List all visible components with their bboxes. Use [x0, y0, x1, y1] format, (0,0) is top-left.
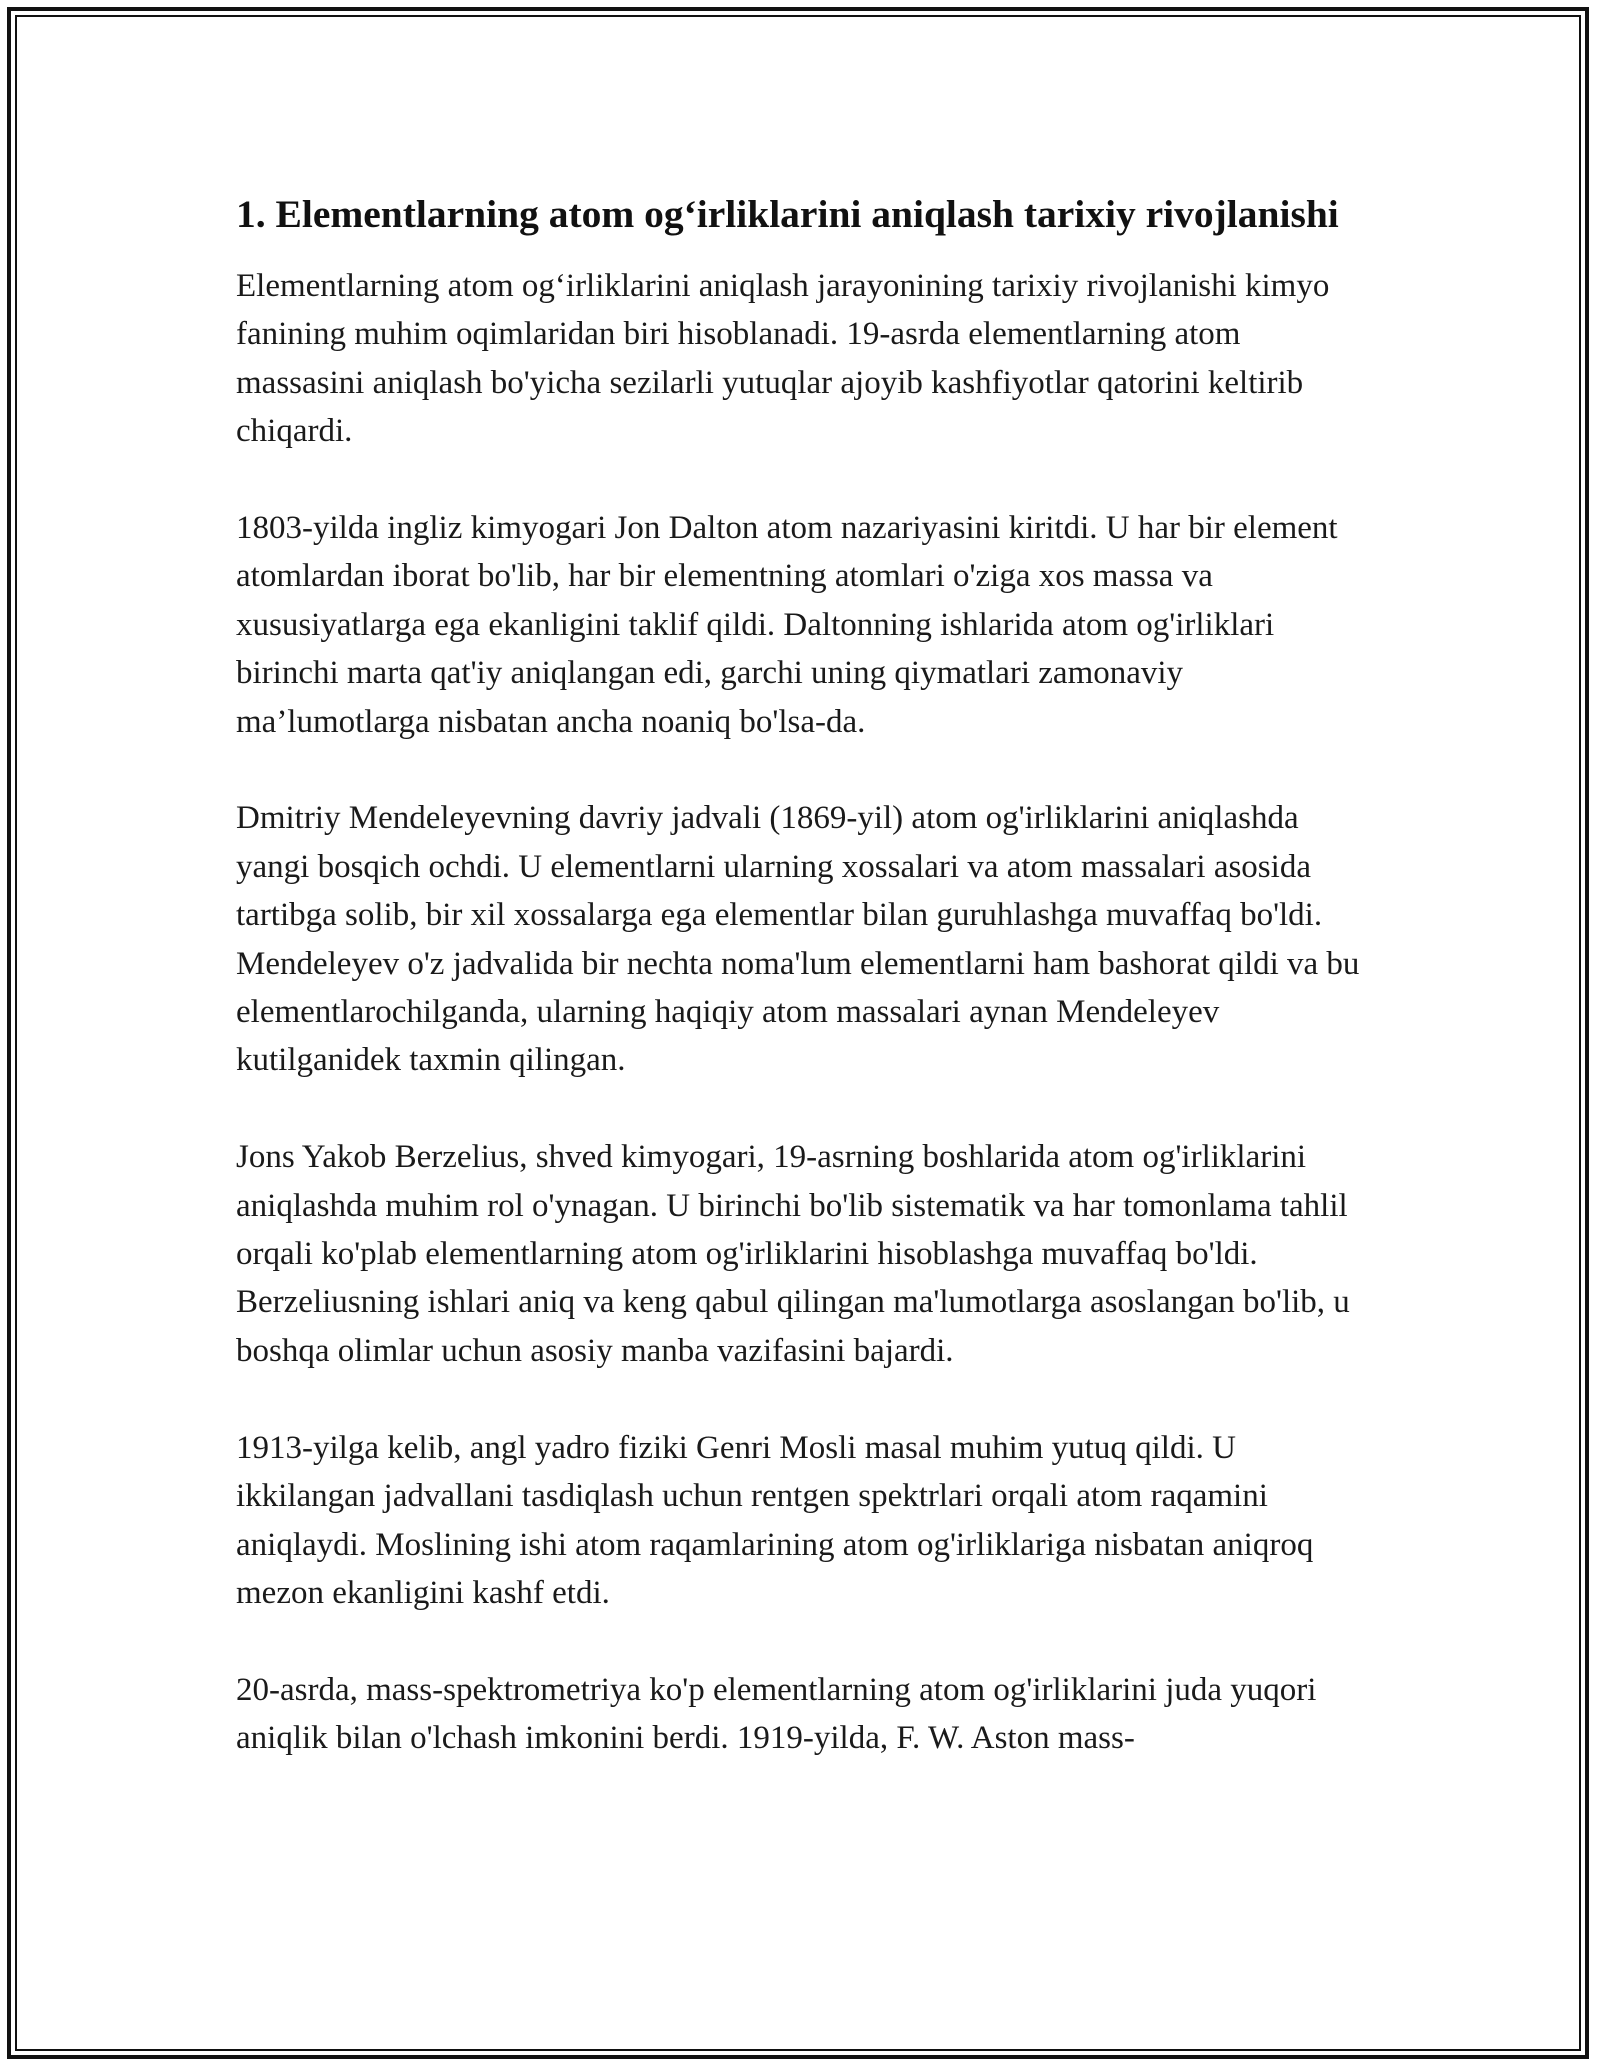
paragraph-mass-spectrometry: 20-asrda, mass-spektrometriya ko'p elementlarning atom og'irliklarini juda yuqori aniqlik bilan o'lchash imkonini berdi. 1919-yilda, F. W. Aston mass- [236, 1671, 1317, 1757]
document-body [236, 186, 1371, 1811]
paragraph-mosli: 1913-yilga kelib, angl yadro fiziki Genri Mosli masal muhim yutuq qildi. U ikkilangan jadvallani tasdiqlash uchun rentgen spektrlari orqali atom raqamini aniqlaydi. Moslining ishi atom raqamlarining atom og'irliklariga nisbatan aniqroq mezon ekanligini kashf etdi. [236, 1429, 1314, 1611]
section-heading: 1. Elementlarning atom og‘irliklarini aniqlash tarixiy rivojlanishi [236, 192, 1339, 236]
paragraph-mendeleyev: Dmitriy Mendeleyevning davriy jadvali (1869-yil) atom og'irliklarini aniqlashda yangi bosqich ochdi. U elementlarni ularning xossalari va atom massalari asosida tartibga solib, bir xil xossalarga ega elementlar bilan guruhlashga muvaffaq bo'ldi. Mendeleyev o'z jadvalida bir nechta noma'lum elementlarni ham bashorat qildi va bu elementlarochilganda, ularning haqiqiy atom massalari aynan Mendeleyev kutilganidek taxmin qilingan. [236, 800, 1360, 1079]
paragraph-intro: Elementlarning atom og‘irliklarini aniqlash jarayonining tarixiy rivojlanishi kimyo fanining muhim oqimlaridan biri hisoblanadi. 19-asrda elementlarning atom massasini aniqlash bo'yicha sezilarli yutuqlar ajoyib kashfiyotlar qatorini keltirib chiqardi. [236, 268, 1330, 450]
paragraph-berzelius: Jons Yakob Berzelius, shved kimyogari, 19-asrning boshlarida atom og'irliklarini aniqlashda muhim rol o'ynagan. U birinchi bo'lib sistematik va har tomonlama tahlil orqali ko'plab elementlarning atom og'irliklarini hisoblashga muvaffaq bo'ldi. Berzeliusning ishlari aniq va keng qabul qilingan ma'lumotlarga asoslangan bo'lib, u boshqa olimlar uchun asosiy manba vazifasini bajardi. [236, 1139, 1350, 1369]
paragraph-dalton: 1803-yilda ingliz kimyogari Jon Dalton atom nazariyasini kiritdi. U har bir element atomlardan iborat bo'lib, har bir elementning atomlari o'ziga xos massa va xususiyatlarga ega ekanligini taklif qildi. Daltonning ishlarida atom og'irliklari birinchi marta qat'iy aniqlangan edi, garchi uning qiymatlari zamonaviy ma’lumotlarga nisbatan ancha noaniq bo'lsa-da. [236, 510, 1338, 740]
